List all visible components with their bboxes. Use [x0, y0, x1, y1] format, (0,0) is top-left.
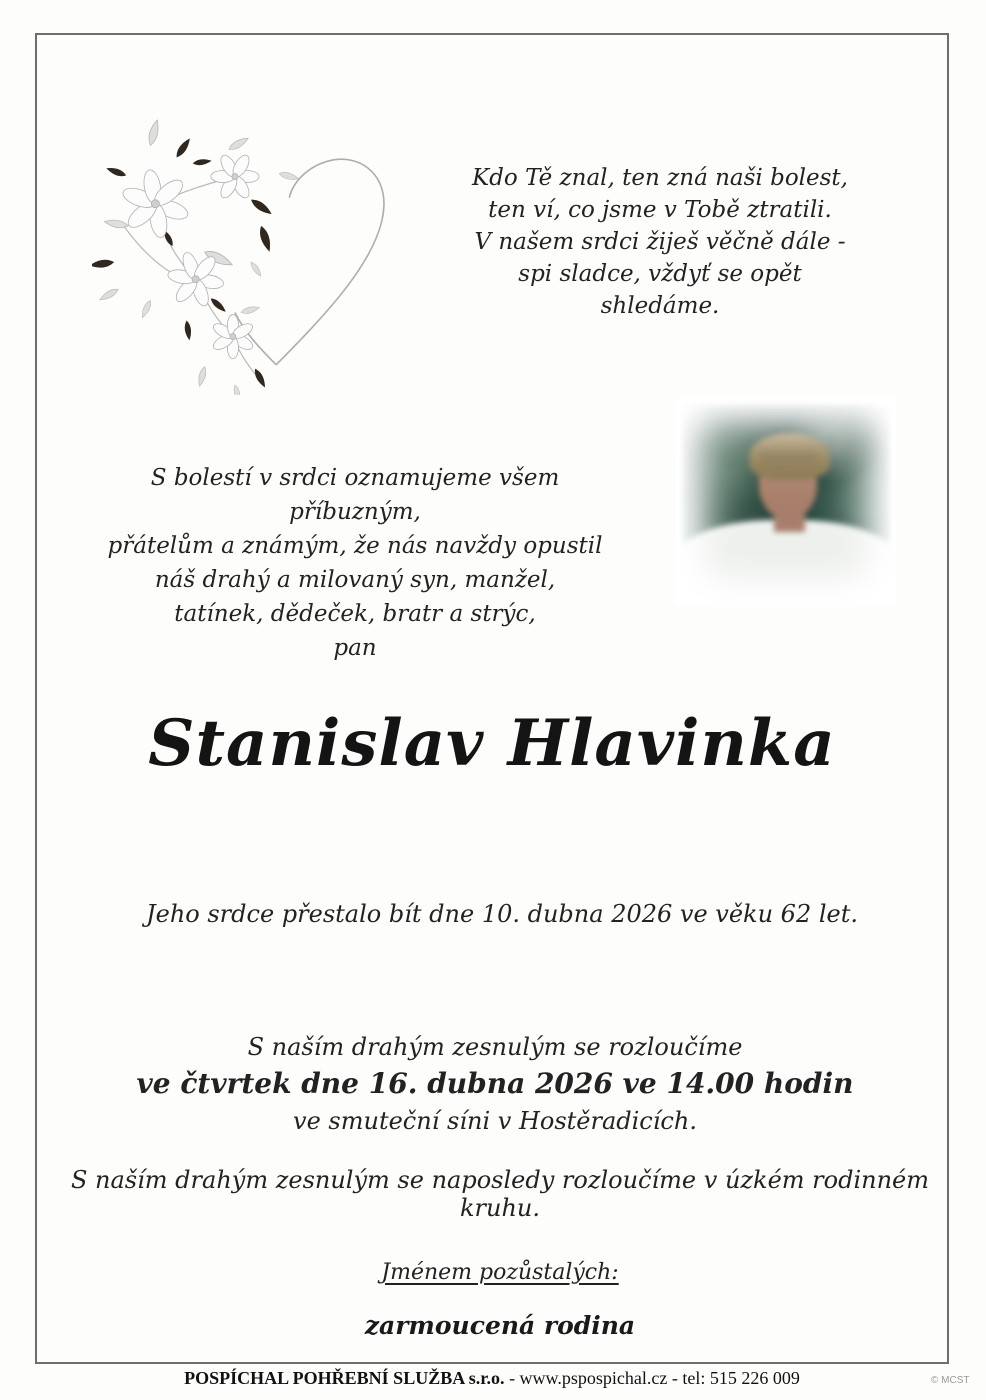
signature-label: Jménem pozůstalých:	[381, 1260, 619, 1285]
portrait-photo	[676, 398, 896, 604]
announcement-line: náš drahý a milovaný syn, manžel,	[154, 567, 556, 593]
announcement-line: přátelům a známým, že nás navždy opustil	[107, 533, 603, 559]
funeral-service-footer	[35, 1368, 949, 1389]
funeral-company-name: POSPÍCHAL POHŘEBNÍ SLUŽBA s.r.o.	[184, 1368, 505, 1388]
memorial-poem	[460, 162, 860, 322]
poem-line: Kdo Tě znal, ten zná naši bolest,	[472, 165, 848, 191]
death-announcement-text	[105, 461, 605, 665]
announcement-line: tatínek, dědeček, bratr a strýc,	[174, 601, 536, 627]
funeral-company-contact: - www.pspospichal.cz - tel: 515 226 009	[504, 1368, 800, 1388]
death-notice-line: Jeho srdce přestalo bít dne 10. dubna 2026 ve věku 62 let.	[146, 900, 858, 928]
photo-vignette-fade	[676, 398, 896, 604]
heart-outline-icon	[235, 159, 384, 365]
announcement-line: pan	[333, 635, 377, 661]
poem-line: spi sladce, vždyť se opět shledáme.	[518, 261, 802, 319]
farewell-date-time-line: ve čtvrtek dne 16. dubna 2026 ve 14.00 hodin	[136, 1067, 854, 1100]
deceased-name: Stanislav Hlavinka	[148, 706, 836, 781]
poem-line: ten ví, co jsme v Tobě ztratili.	[488, 197, 832, 223]
announcement-line: S bolestí v srdci oznamujeme všem příbuzným,	[150, 465, 560, 525]
private-farewell-line: S naším drahým zesnulým se naposledy rozloučíme v úzkém rodinném kruhu.	[70, 1166, 930, 1222]
farewell-ceremony-details	[30, 1030, 960, 1138]
printer-watermark: © MCST	[931, 1375, 970, 1386]
farewell-location-line: ve smuteční síni v Hostěradicích.	[293, 1107, 697, 1135]
poem-line: V našem srdci žiješ věčně dále -	[474, 229, 846, 255]
floral-heart-decoration	[92, 103, 394, 395]
farewell-intro-line: S naším drahým zesnulým se rozloučíme	[247, 1033, 743, 1061]
signature-mourning-family: zarmoucená rodina	[364, 1311, 636, 1340]
